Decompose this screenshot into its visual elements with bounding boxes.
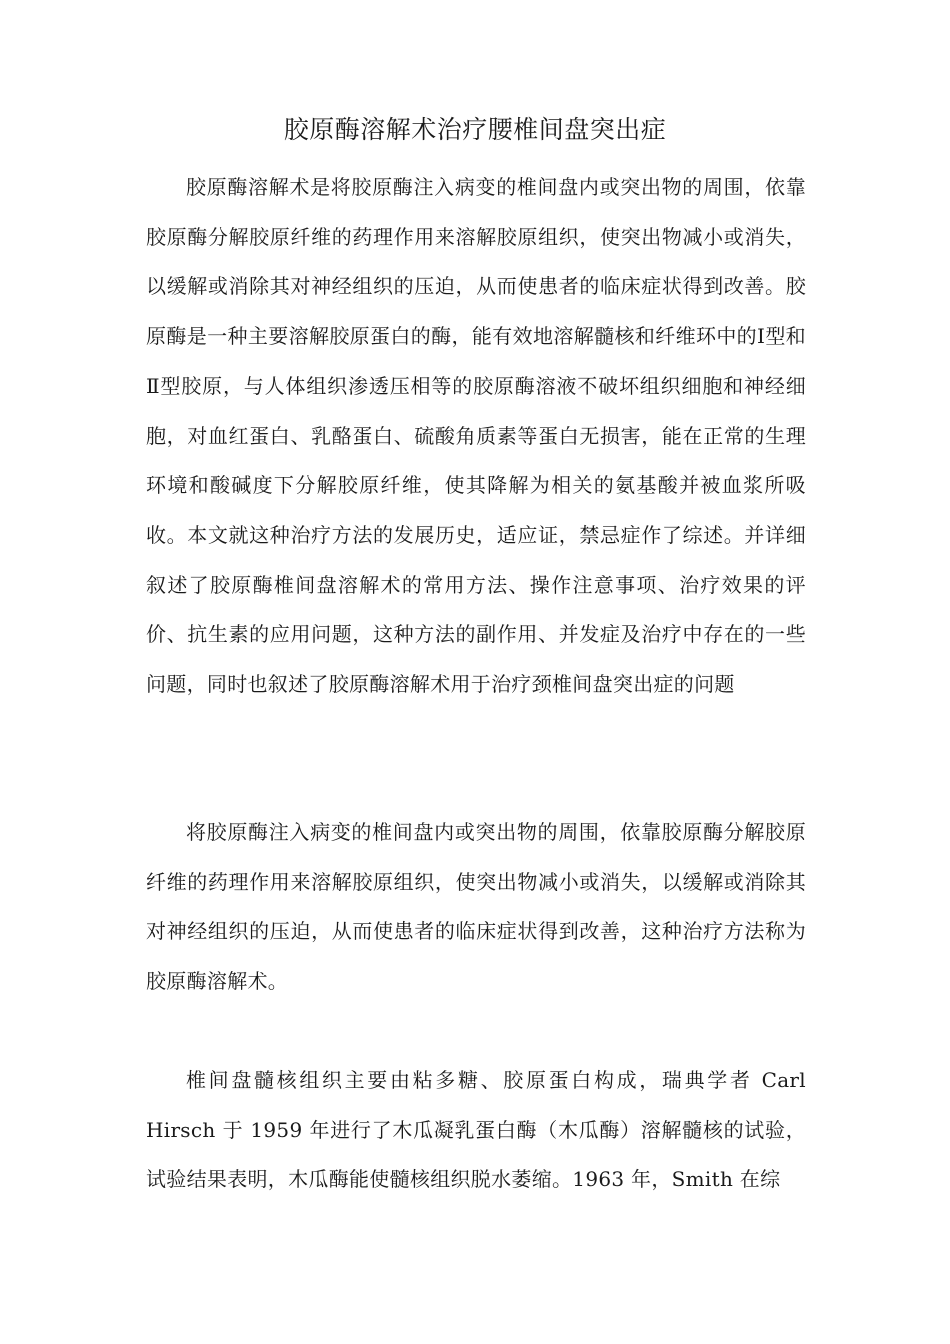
document-title: 胶原酶溶解术治疗腰椎间盘突出症 xyxy=(283,115,667,144)
paragraph-definition: 将胶原酶注入病变的椎间盘内或突出物的周围，依靠胶原酶分解胶原纤维的药理作用来溶解胶原组织，使突出物减小或消失，以缓解或消除其对神经组织的压迫，从而使患者的临床症状得到改善，这种治疗方法称为胶原酶溶解术。 xyxy=(146,820,806,994)
paragraph-history: 椎间盘髓核组织主要由粘多糖、胶原蛋白构成，瑞典学者 Carl Hirsch 于 1959 年进行了木瓜凝乳蛋白酶（木瓜酶）溶解髓核的试验，试验结果表明，木瓜酶能使髓核组织脱水萎缩。1963 年，Smith 在综 xyxy=(146,1068,806,1192)
paragraph-intro: 胶原酶溶解术是将胶原酶注入病变的椎间盘内或突出物的周围，依靠胶原酶分解胶原纤维的药理作用来溶解胶原组织，使突出物减小或消失，以缓解或消除其对神经组织的压迫，从而使患者的临床症状得到改善。胶原酶是一种主要溶解胶原蛋白的酶，能有效地溶解髓核和纤维环中的Ⅰ型和Ⅱ型胶原，与人体组织渗透压相等的胶原酶溶液不破坏组织细胞和神经细胞，对血红蛋白、乳酪蛋白、硫酸角质素等蛋白无损害，能在正常的生理环境和酸碱度下分解胶原纤维，使其降解为相关的氨基酸并被血浆所吸收。本文就这种治疗方法的发展历史，适应证，禁忌症作了综述。并详细叙述了胶原酶椎间盘溶解术的常用方法、操作注意事项、治疗效果的评价、抗生素的应用问题，这种方法的副作用、并发症及治疗中存在的一些问题，同时也叙述了胶原酶溶解术用于治疗颈椎间盘突出症的问题 xyxy=(146,175,806,697)
